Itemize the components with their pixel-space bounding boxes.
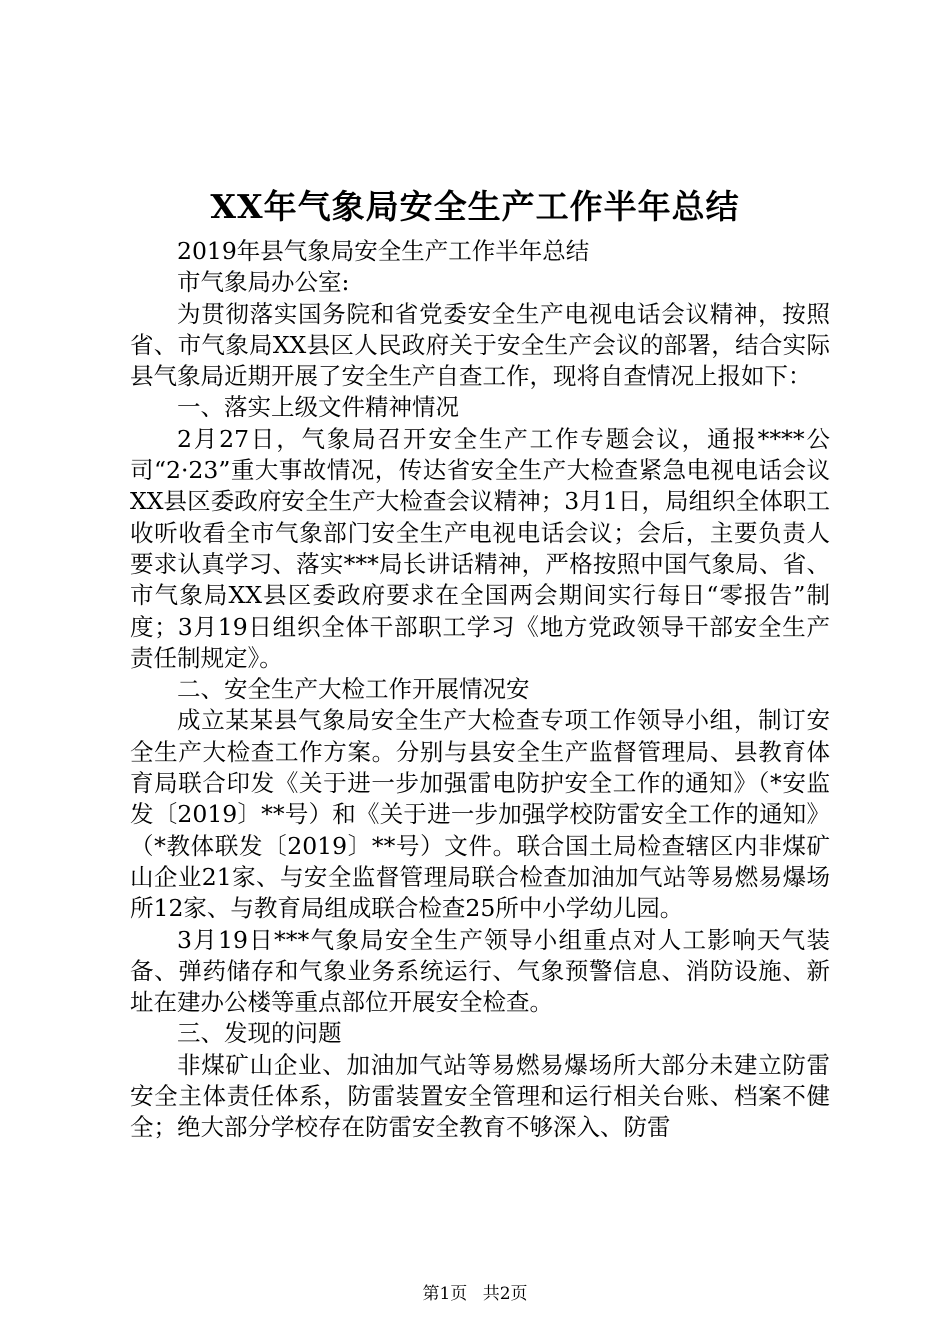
recipient-paragraph: 市气象局办公室: (177, 268, 350, 297)
document-body (130, 236, 830, 1144)
page-number: 第1页 (422, 1284, 468, 1304)
subtitle-paragraph: 2019年县气象局安全生产工作半年总结 (177, 237, 590, 265)
document-title: XX年气象局安全生产工作半年总结 (210, 187, 740, 226)
page-total: 共2页 (482, 1284, 528, 1304)
section-2-paragraph-1: 成立某某县气象局安全生产大检查专项工作领导小组，制订安全生产大检查工作方案。分别与县安全生产监督管理局、县教育体育局联合印发《关于进一步加强雷电防护安全工作的通知》（*安监发〔2019〕**号）和《关于进一步加强学校防雷安全工作的通知》（*教体联发〔2019〕**号）文件。联合国土局检查辖区内非煤矿山企业21家、与安全监督管理局联合检查加油加气站等易燃易爆场所12家、与教育局组成联合检查25所中小学幼儿园。 (130, 706, 830, 923)
page-footer (0, 1283, 950, 1305)
section-2-paragraph-2: 3月19日***气象局安全生产领导小组重点对人工影响天气装备、弹药储存和气象业务系统运行、气象预警信息、消防设施、新址在建办公楼等重点部位开展安全检查。 (130, 925, 830, 1017)
section-1-paragraph: 2月27日，气象局召开安全生产工作专题会议，通报****公司“2·23”重大事故情况，传达省安全生产大检查紧急电视电话会议XX县区委政府安全生产大检查会议精神；3月1日，局组织全体职工收听收看全市气象部门安全生产电视电话会议；会后，主要负责人要求认真学习、落实***局长讲话精神，严格按照中国气象局、省、市气象局XX县区委政府要求在全国两会期间实行每日“零报告”制度；3月19日组织全体干部职工学习《地方党政领导干部安全生产责任制规定》。 (130, 424, 830, 672)
section-heading-1: 一、落实上级文件精神情况 (177, 393, 459, 422)
section-heading-2: 二、安全生产大检工作开展情况安 (177, 675, 530, 704)
intro-paragraph: 为贯彻落实国务院和省党委安全生产电视电话会议精神，按照省、市气象局XX县区人民政府关于安全生产会议的部署，结合实际县气象局近期开展了安全生产自查工作，现将自查情况上报如下： (130, 299, 830, 391)
section-3-paragraph: 非煤矿山企业、加油加气站等易燃易爆场所大部分未建立防雷安全主体责任体系，防雷装置安全管理和运行相关台账、档案不健全；绝大部分学校存在防雷安全教育不够深入、防雷 (130, 1050, 830, 1142)
section-heading-3: 三、发现的问题 (177, 1019, 342, 1048)
